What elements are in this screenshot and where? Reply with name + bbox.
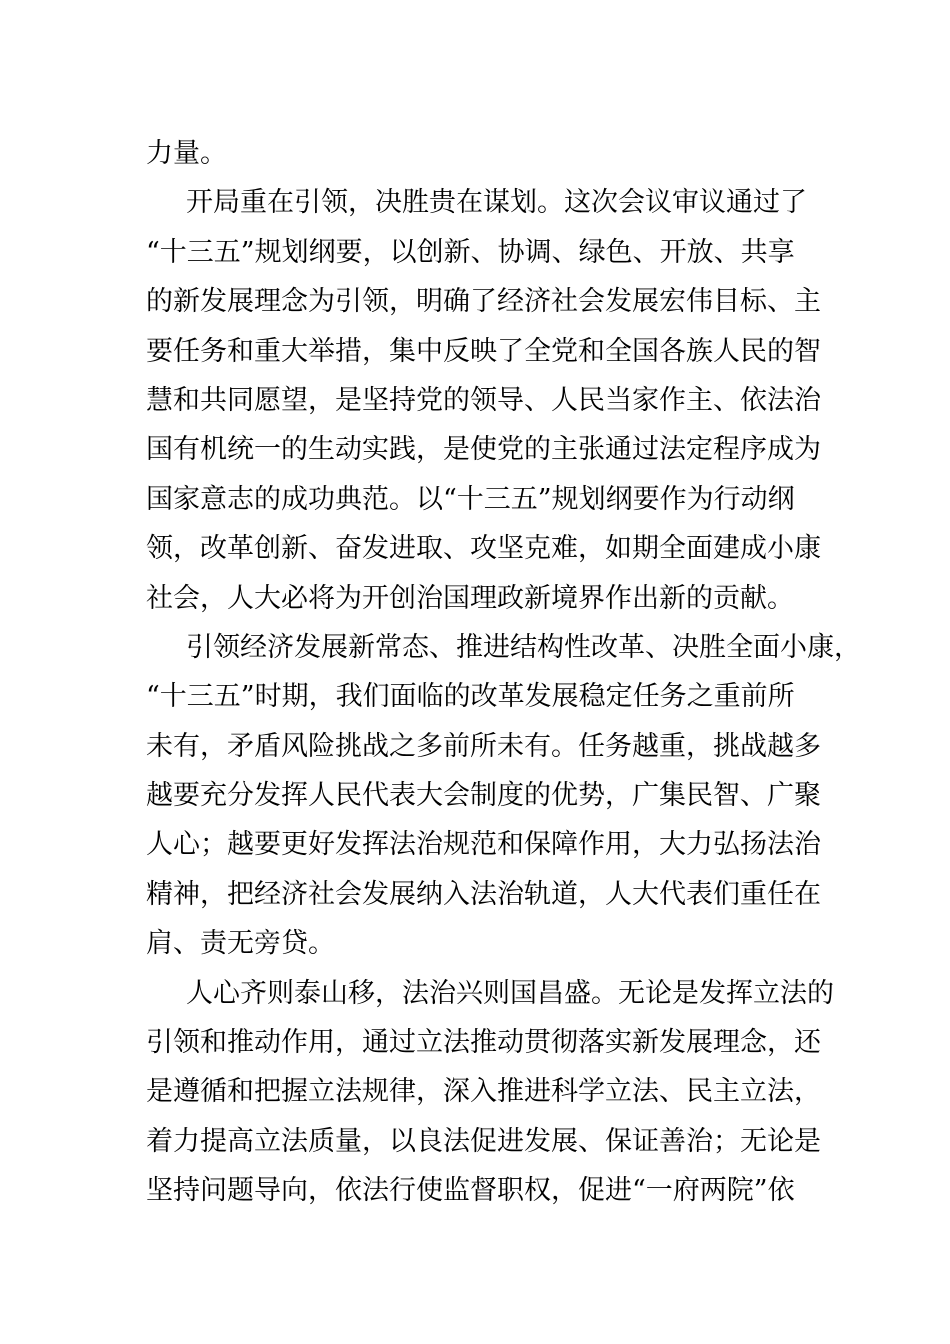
text-line: 人心；越要更好发挥法治规范和保障作用，大力弘扬法治 [146, 829, 821, 861]
text-line: 要任务和重大举措，集中反映了全党和全国各族人民的智 [146, 335, 821, 367]
document-body [146, 129, 861, 1216]
text-line: 坚持问题导向，依法行使监督职权，促进“一府两院”依 [146, 1175, 795, 1207]
text-line: 肩、责无旁贷。 [146, 928, 335, 960]
text-line: 越要充分发挥人民代表大会制度的优势，广集民智、广聚 [146, 780, 821, 812]
text-line: 的新发展理念为引领，明确了经济社会发展宏伟目标、主 [146, 286, 821, 318]
text-line: 精神，把经济社会发展纳入法治轨道，人大代表们重任在 [146, 878, 821, 910]
text-line: 社会，人大必将为开创治国理政新境界作出新的贡献。 [146, 582, 794, 614]
text-line: “十三五”时期，我们面临的改革发展稳定任务之重前所 [146, 681, 795, 713]
text-line: 引领和推动作用，通过立法推动贯彻落实新发展理念，还 [146, 1027, 821, 1059]
paragraph-first-line: 开局重在引领，决胜贵在谋划。这次会议审议通过了 [186, 187, 807, 219]
text-line: “十三五”规划纲要，以创新、协调、绿色、开放、共享 [146, 236, 795, 268]
text-line: 领，改革创新、奋发进取、攻坚克难，如期全面建成小康 [146, 533, 821, 565]
text-line: 国家意志的成功典范。以“十三五”规划纲要作为行动纲 [146, 483, 795, 515]
paragraph-first-line: 引领经济发展新常态、推进结构性改革、决胜全面小康， [186, 631, 861, 663]
text-line: 力量。 [146, 138, 227, 169]
text-line: 慧和共同愿望，是坚持党的领导、人民当家作主、依法治 [146, 384, 821, 416]
text-line: 着力提高立法质量，以良法促进发展、保证善治；无论是 [146, 1125, 821, 1157]
text-line: 未有，矛盾风险挑战之多前所未有。任务越重，挑战越多 [146, 730, 821, 762]
paragraph-first-line: 人心齐则泰山移，法治兴则国昌盛。无论是发挥立法的 [186, 977, 834, 1009]
text-line: 国有机统一的生动实践，是使党的主张通过法定程序成为 [146, 434, 821, 466]
text-line: 是遵循和把握立法规律，深入推进科学立法、民主立法， [146, 1076, 821, 1108]
